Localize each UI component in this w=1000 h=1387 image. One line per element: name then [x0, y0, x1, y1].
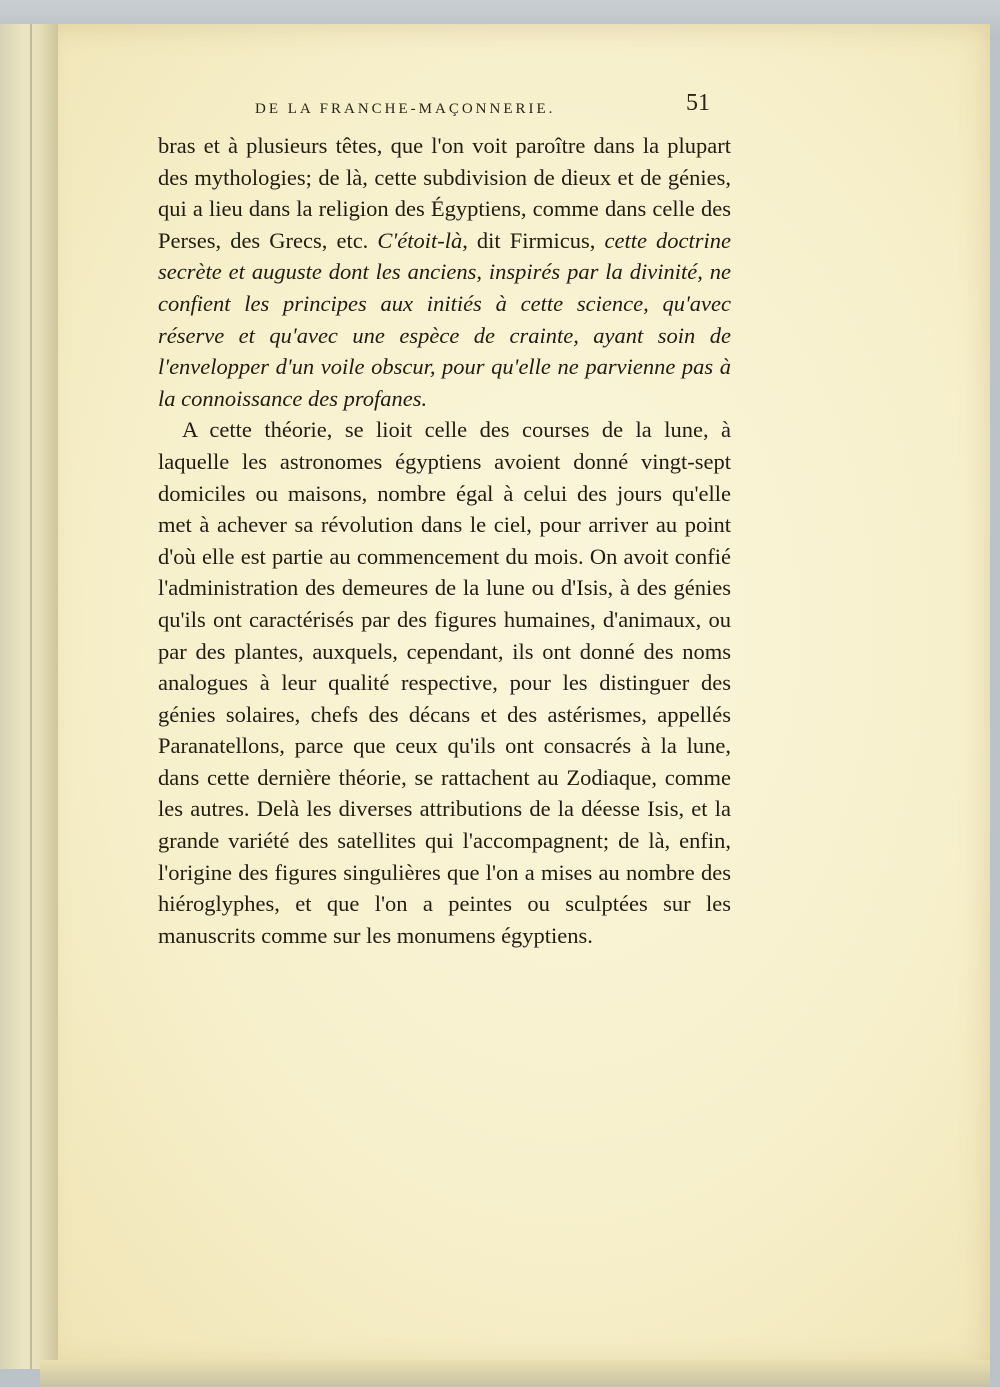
text-segment: A cette théorie, se lioit celle des courses de la lune, à laquelle les astronomes égyptiens avoient donné vingt-sept domiciles ou maisons, nombre égal à celui des jours qu'elle met à achever sa révolution dans le ciel, pour arriver au point d'où elle est partie au commencement du mois. On avoit confié l'administration des demeures de la lune ou d'Isis, à des génies qu'ils ont caractérisés par des figures humaines, d'animaux, ou par des plantes, auxquels, cependant, ils ont donné des noms analogues à leur qualité respective, pour les distinguer des génies solaires, chefs des décans et des astérismes, appellés Paranatellons, parce que ceux qu'ils ont consacrés à la lune, dans cette dernière théorie, se rattachent au Zodiaque, comme les autres. Delà les diverses attributions de la déesse Isis, et la grande variété des satellites qui l'accompagnent; de là, enfin, l'origine des figures singulières que l'on a mises au nombre des hiéroglyphes, et que l'on a peintes ou sculptées sur les manuscrits comme sur les monumens égyptiens.: [158, 417, 731, 948]
text-segment-italic: cette doctrine secrète et auguste dont les anciens, inspirés par la divinité, ne confient les principes aux initiés à cette science, qu'avec réserve et qu'avec une espèce de crainte, ayant soin de l'envelopper d'un voile obscur, pour qu'elle ne parvienne pas à la connoissance des profanes.: [158, 227, 731, 411]
paragraph-2: [158, 414, 731, 951]
gutter-fold-line: [30, 24, 32, 1369]
book-gutter: [0, 24, 58, 1369]
paragraph-1: [158, 130, 731, 414]
text-segment-italic: C'étoit-là: [377, 227, 463, 253]
text-segment: , dit Firmicus,: [462, 227, 605, 253]
body-text: [158, 130, 731, 951]
running-title: DE LA FRANCHE-MAÇONNERIE.: [255, 101, 556, 117]
page-number: 51: [686, 90, 710, 116]
page-bottom-edge: [40, 1360, 990, 1387]
text-segment: bras et à plusieurs têtes, que l'on voit paroître dans la plupart des mythologies; de là, cette subdivision de dieux et de génies, qui a lieu dans la religion des Égyptiens, comme dans celle des Perses, des Grecs, etc.: [158, 133, 731, 253]
